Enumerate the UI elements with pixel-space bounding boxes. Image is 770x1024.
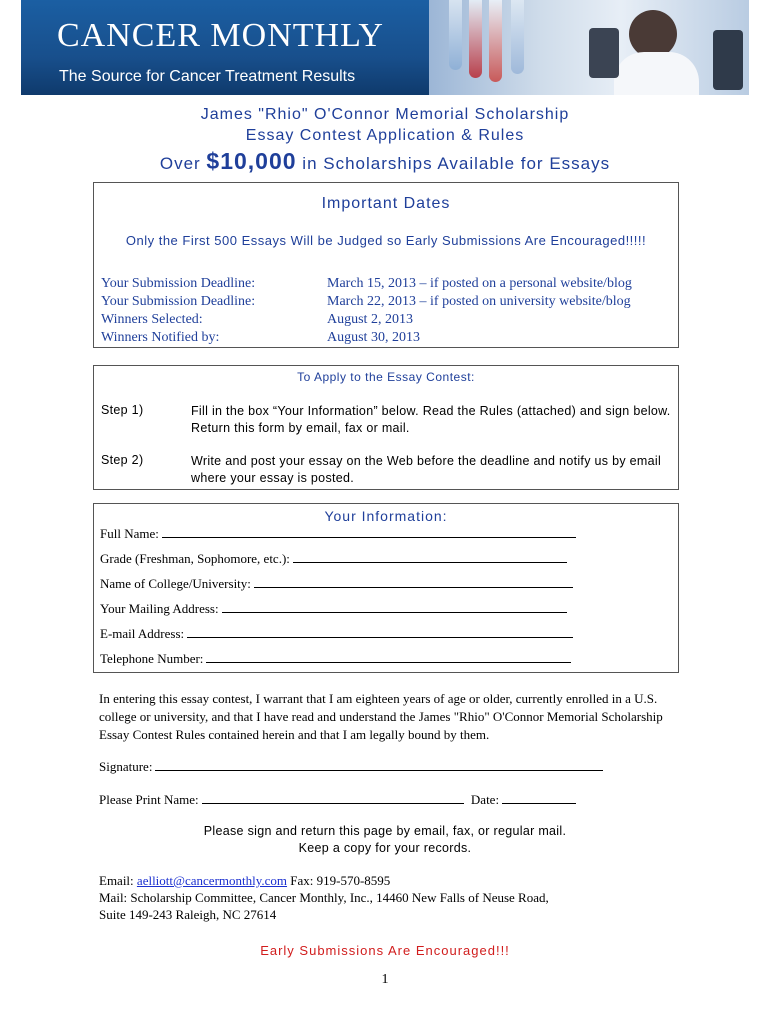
grade-label: Grade (Freshman, Sophomore, etc.): (100, 551, 290, 566)
full-name-line[interactable] (162, 525, 576, 538)
prize-amount: $10,000 (206, 148, 297, 174)
keep-copy-note: Keep a copy for your records. (298, 841, 472, 855)
prize-headline-post: in Scholarships Available for Essays (296, 154, 611, 173)
email-field[interactable] (100, 625, 573, 642)
date-value: March 15, 2013 – if posted on a personal website/blog (327, 276, 632, 291)
mailing-address-line2: Suite 149-243 Raleigh, NC 27614 (99, 907, 277, 922)
email-label: E-mail Address: (100, 626, 185, 641)
full-name-label: Full Name: (100, 526, 159, 541)
prize-headline-pre: Over (159, 154, 207, 173)
your-information-heading: Your Information: (324, 508, 448, 524)
grade-field[interactable] (100, 550, 567, 567)
your-information-box (93, 503, 679, 673)
early-submission-note: Only the First 500 Essays Will be Judged so Early Submissions Are Encouraged!!!!! (125, 233, 647, 248)
grade-line[interactable] (293, 550, 567, 563)
print-name-row (99, 791, 576, 808)
fax-number: Fax: 919-570-8595 (287, 873, 391, 888)
email-link[interactable]: aelliott@cancermonthly.com (136, 873, 288, 888)
important-dates-heading: Important Dates (321, 195, 451, 212)
how-to-apply-heading: To Apply to the Essay Contest: (297, 370, 475, 384)
page-number: 1 (381, 972, 389, 987)
return-instructions: Please sign and return this page by email, fax, or regular mail. (203, 824, 567, 838)
email-label: Email: (99, 873, 137, 888)
mailing-address-label: Your Mailing Address: (100, 601, 219, 616)
contest-title: Essay Contest Application & Rules (245, 127, 525, 144)
cancer-monthly-banner (21, 0, 749, 95)
contact-email-row (99, 873, 390, 889)
signature-label: Signature: (99, 759, 153, 774)
telephone-field[interactable] (100, 650, 571, 667)
brand-logo-text: CANCER MONTHLY (57, 17, 384, 54)
date-label: Date: (470, 792, 500, 807)
date-label: Your Submission Deadline: (101, 276, 256, 291)
date-label: Winners Notified by: (101, 330, 220, 345)
date-line[interactable] (502, 791, 576, 804)
date-label: Your Submission Deadline: (101, 294, 256, 309)
mailing-address-line[interactable] (222, 600, 567, 613)
step-text: Write and post your essay on the Web before the deadline and notify us by email where your essay is posted. (191, 454, 662, 485)
college-field[interactable] (100, 575, 573, 592)
step-number: Step 1) (101, 403, 144, 417)
print-name-label: Please Print Name: (99, 792, 199, 807)
telephone-line[interactable] (206, 650, 571, 663)
date-value: March 22, 2013 – if posted on university website/blog (327, 294, 631, 309)
mailing-address-line1: Mail: Scholarship Committee, Cancer Monthly, Inc., 14460 New Falls of Neuse Road, (99, 890, 549, 905)
email-line[interactable] (187, 625, 573, 638)
college-label: Name of College/University: (100, 576, 251, 591)
prize-headline (0, 148, 770, 175)
college-line[interactable] (254, 575, 573, 588)
telephone-label: Telephone Number: (100, 651, 204, 666)
brand-tagline: The Source for Cancer Treatment Results (59, 68, 356, 85)
early-submissions-banner: Early Submissions Are Encouraged!!! (260, 943, 510, 958)
step-number: Step 2) (101, 453, 144, 467)
scholarship-title: James "Rhio" O'Connor Memorial Scholarship (200, 106, 570, 123)
how-to-apply-box (93, 365, 679, 490)
print-name-line[interactable] (202, 791, 464, 804)
lab-photo (429, 0, 749, 95)
important-dates-box (93, 182, 679, 348)
warrant-statement: In entering this essay contest, I warrant that I am eighteen years of age or older, currently enrolled in a U.S. college or university, and that I have read and understand the James "Rhio" O'Connor Memorial Scholarship Essay Contest Rules contained herein and that I am legally bound by them. (99, 691, 663, 742)
signature-field[interactable] (99, 758, 603, 775)
date-label: Winners Selected: (101, 312, 203, 327)
date-value: August 2, 2013 (327, 312, 413, 327)
date-value: August 30, 2013 (327, 330, 420, 345)
mailing-address-field[interactable] (100, 600, 567, 617)
full-name-field[interactable] (100, 525, 576, 542)
signature-line[interactable] (155, 758, 603, 771)
step-text: Fill in the box “Your Information” below. Read the Rules (attached) and sign below. Return this form by email, fax or mail. (191, 404, 671, 435)
